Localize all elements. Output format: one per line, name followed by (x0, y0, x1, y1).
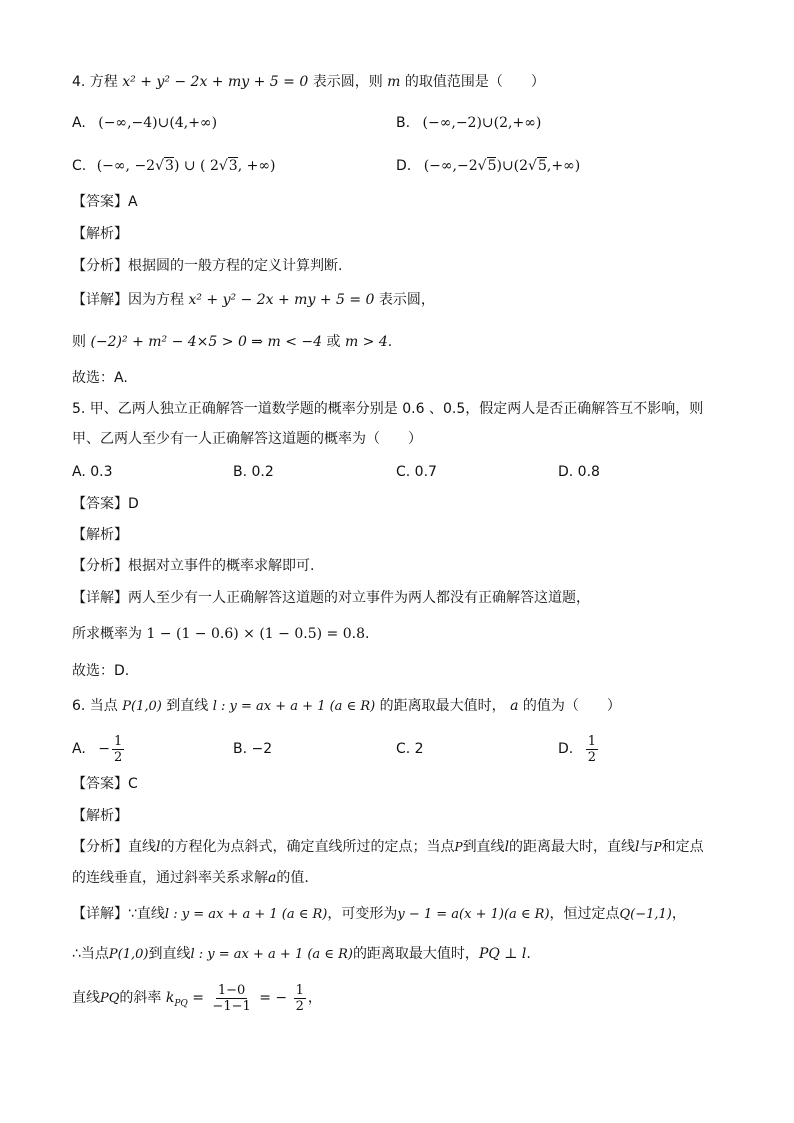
q4-ze-end: . (387, 334, 393, 350)
q4-stem-var: m (387, 74, 401, 90)
q6-stem-mid: 到直线 (166, 698, 209, 714)
q4-option-d-radicand: 5 (487, 158, 497, 174)
q6-xj-2m2: l : y = ax + a + 1 (a ∈ R) (190, 947, 353, 962)
q6-stem-line: l : y = ax + a + 1 (a ∈ R) (212, 699, 376, 714)
q5-suoqiu-math: 1 − (1 − 0.6) × (1 − 0.5) = 0.8 (146, 626, 365, 642)
q6-fenxi-1b: 的方程化为点斜式，确定直线所过的定点；当点 (160, 839, 455, 855)
q6-xiangjie-line-1 (72, 904, 686, 925)
q5-guxuan: 故选：D. (72, 663, 130, 679)
q5-xiangjie: 【详解】两人至少有一人正确解答这道题的对立事件为两人都没有正确解答这道题， (72, 590, 590, 606)
q4-xiangjie (72, 290, 435, 310)
q4-option-b-label: B. (396, 115, 411, 131)
q6-stem-point: P(1,0) (122, 699, 162, 714)
q6-xj-1d: ， (671, 906, 686, 922)
q6-xj-2d: . (526, 946, 531, 962)
q4-option-d-label: D. (396, 158, 412, 174)
q4-option-d-post: ,+∞) (546, 158, 581, 174)
q5-option-a: A. 0.3 (72, 464, 113, 480)
q6-xj-3eq: = (192, 990, 204, 1006)
q6-option-a-sign: − (98, 741, 110, 757)
q6-option-a-num: 1 (113, 733, 123, 749)
q6-fenxi-1p2: P (653, 840, 662, 854)
q6-fenxi-2var: a (268, 870, 277, 886)
q4-option-b (396, 113, 541, 133)
q4-option-c-post: , +∞) (237, 158, 276, 174)
q6-xj-1m3: Q(−1,1) (619, 907, 672, 922)
q6-xj-3eq2: = − (259, 990, 288, 1006)
q6-xj-3den2: 2 (295, 998, 304, 1014)
q6-xj-1a: 【详解】∵直线 (72, 906, 165, 922)
q6-xj-3num2: 1 (295, 982, 304, 998)
q4-ze-prefix: 则 (72, 334, 86, 350)
q6-fenxi-1p: P (454, 840, 463, 854)
q4-ze (72, 332, 392, 352)
q4-ze-math: (−2)² + m² − 4×5 > 0 ⇒ m < −4 (90, 334, 323, 350)
q6-xj-1m1: l : y = ax + a + 1 (a ∈ R) (164, 907, 328, 922)
q5-stem-line-1: 5. 甲、乙两人独立正确解答一道数学题的概率分别是 0.6 、0.5，假定两人是否正确解答互不影响，则 (72, 401, 704, 417)
q4-ze-or: 或 (326, 334, 341, 350)
q6-xj-3k: k (165, 990, 175, 1006)
q6-xj-3num: 1−0 (217, 982, 246, 998)
q5-suoqiu (72, 624, 369, 644)
q4-answer: 【答案】A (72, 194, 138, 210)
q6-fenxi-1c: 到直线 (462, 839, 505, 855)
q6-xj-2m3: PQ ⊥ l (478, 946, 527, 962)
q6-fenxi-1l: l (156, 839, 161, 855)
q4-stem-math: x² + y² − 2x + my + 5 = 0 (122, 74, 309, 90)
q4-option-c-label: C. (72, 158, 87, 174)
q4-option-a-text: (−∞,−4)∪(4,+∞) (98, 115, 218, 131)
q6-option-a-fraction (112, 734, 124, 765)
q6-answer: 【答案】C (72, 776, 138, 792)
q6-xj-3den: −1−1 (212, 998, 251, 1014)
q6-stem-mid-2: 的距离取最大值时， (379, 698, 506, 714)
q6-option-d-den: 2 (587, 749, 596, 765)
q4-option-c-mid: ) ∪ ( 2 (173, 158, 219, 174)
q4-fenxi: 【分析】根据圆的一般方程的定义计算判断. (72, 258, 343, 274)
q6-option-a-den: 2 (113, 749, 123, 765)
q6-option-d (558, 730, 600, 768)
q4-stem-prefix: 4. 方程 (72, 74, 118, 90)
q6-stem-suffix: 的值为（ ） (522, 698, 621, 714)
q6-xj-2b: 到直线 (148, 946, 191, 962)
q6-option-d-num: 1 (587, 733, 596, 749)
q6-fenxi-1a: 【分析】直线 (72, 839, 156, 855)
q4-option-d-mid: )∪(2 (496, 158, 529, 174)
q6-xj-3a: 直线 (72, 990, 100, 1006)
q6-fenxi-1d: 的距离最大时，直线 (509, 839, 636, 855)
q4-option-b-text: (−∞,−2)∪(2,+∞) (422, 115, 542, 131)
q4-guxuan: 故选：A. (72, 370, 128, 386)
q6-option-d-label: D. (558, 741, 574, 757)
q6-option-c: C. 2 (396, 741, 424, 757)
q6-xj-2m1: P(1,0) (108, 947, 149, 962)
q6-stem-a: a (510, 698, 519, 714)
q4-option-d-radicand-2: 5 (537, 158, 547, 174)
q5-jiexi: 【解析】 (72, 527, 128, 543)
q4-stem-mid: 表示圆，则 (312, 74, 383, 90)
q6-xj-3pq: PQ (100, 991, 120, 1006)
q6-option-a-label: A. (72, 741, 86, 757)
q4-option-a (72, 113, 217, 133)
q4-ze-math-2: m > 4 (344, 334, 388, 350)
q6-xj-3-fraction (210, 983, 252, 1014)
q6-xj-3-fraction-2 (294, 983, 306, 1014)
q5-stem-line-2: 甲、乙两人至少有一人正确解答这道题的概率为（ ） (72, 431, 422, 447)
q6-stem-prefix: 6. 当点 (72, 698, 118, 714)
q5-option-b: B. 0.2 (233, 464, 274, 480)
q6-fenxi-2b: 的值. (276, 870, 309, 886)
q6-stem (72, 696, 621, 717)
q5-answer: 【答案】D (72, 496, 139, 512)
q4-stem-suffix: 的取值范围是（ ） (404, 74, 545, 90)
q4-option-c: C. (−∞, −2√3) ∪ ( 2√3, +∞) (72, 158, 276, 174)
q6-fenxi-1e: 与 (639, 839, 654, 855)
q4-option-d-pre: (−∞,−2 (423, 158, 478, 174)
q6-xj-1b: ，可变形为 (327, 906, 398, 922)
q6-xj-3b: 的斜率 (119, 990, 162, 1006)
q6-fenxi-1l2: l (504, 839, 510, 855)
q6-fenxi-1f: 和定点 (661, 839, 704, 855)
q5-suoqiu-end: . (364, 626, 370, 642)
q4-option-d: D. (−∞,−2√5)∪(2√5,+∞) (396, 158, 581, 174)
q6-fenxi-line-2 (72, 868, 309, 888)
q4-stem (72, 72, 545, 92)
q4-option-a-label: A. (72, 115, 86, 131)
q6-jiexi: 【解析】 (72, 808, 128, 824)
q6-xj-1m2: y − 1 = a(x + 1)(a ∈ R) (397, 907, 550, 922)
q6-xj-2c: 的距离取最大值时， (352, 946, 479, 962)
q4-option-c-radicand: 3 (165, 158, 174, 174)
q5-option-d: D. 0.8 (558, 464, 600, 480)
q6-xj-2a: ∴当点 (72, 946, 109, 962)
q4-jiexi: 【解析】 (72, 226, 128, 242)
q5-suoqiu-prefix: 所求概率为 (72, 626, 142, 642)
q5-fenxi: 【分析】根据对立事件的概率求解即可. (72, 558, 315, 574)
q5-option-c: C. 0.7 (396, 464, 437, 480)
q6-fenxi-2a: 的连线垂直，通过斜率关系求解 (72, 870, 268, 886)
q4-option-c-radicand-2: 3 (228, 158, 238, 174)
q6-xiangjie-line-3 (72, 978, 322, 1024)
q6-xiangjie-line-2 (72, 944, 531, 965)
q6-option-a (72, 730, 126, 768)
q4-option-c-pre: (−∞, −2 (96, 158, 156, 174)
q6-xj-3sub: PQ (174, 998, 188, 1009)
q4-xiangjie-suffix: 表示圆， (378, 292, 435, 308)
q6-xj-1c: ，恒过定点 (549, 906, 620, 922)
q4-xiangjie-prefix: 【详解】因为方程 (72, 292, 184, 308)
q6-option-d-fraction (586, 734, 598, 765)
q6-xj-3end: ， (307, 990, 322, 1006)
q6-option-b: B. −2 (233, 741, 273, 757)
q6-fenxi-1l3: l (635, 839, 640, 855)
q4-xiangjie-math: x² + y² − 2x + my + 5 = 0 (188, 292, 375, 308)
q6-fenxi-line-1 (72, 837, 704, 857)
